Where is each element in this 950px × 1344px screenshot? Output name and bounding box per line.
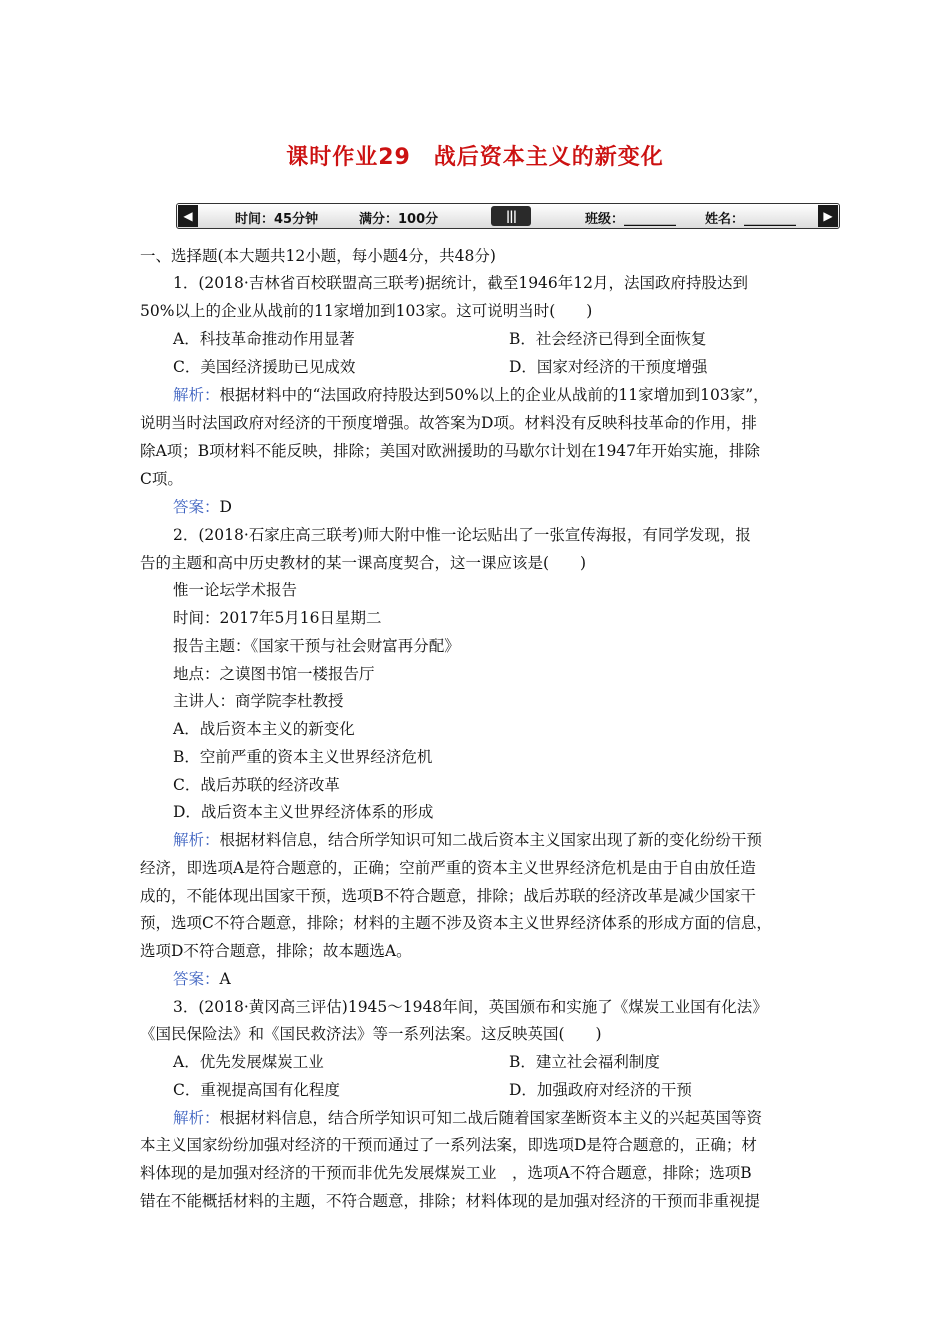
q1-stem-line1: 1．(2018·吉林省百校联盟高三联考)据统计，截至1946年12月，法国政府持股达到 (173, 274, 749, 292)
q3-option-a: A．优先发展煤炭工业 (173, 1053, 324, 1071)
q2-explanation-line5: 选项D不符合题意，排除；故本题选A。 (140, 942, 412, 960)
q2-option-d: D．战后资本主义世界经济体系的形成 (173, 803, 434, 821)
q1-option-b: B．社会经济已得到全面恢复 (509, 330, 707, 348)
q2-option-b: B．空前严重的资本主义世界经济危机 (173, 748, 433, 766)
q3-explanation-line1: 解析：根据材料信息，结合所学知识可知二战后随着国家垄断资本主义的兴起英国等资 (173, 1109, 763, 1127)
q1-answer: 答案：D (173, 498, 232, 516)
q1-explanation-line4: C项。 (140, 470, 183, 488)
class-field: 班级：________ (585, 212, 677, 227)
q2-stem-line2: 告的主题和高中历史教材的某一课高度契合，这一课应该是( ) (140, 554, 587, 572)
q2-poster-line2: 时间：2017年5月16日星期二 (173, 609, 382, 627)
info-bar (176, 203, 840, 229)
q2-explanation-line2: 经济，即选项A是符合题意的，正确；空前严重的资本主义世界经济危机是由于自由放任造 (140, 859, 756, 877)
q2-poster-line4: 地点：之谟图书馆一楼报告厅 (173, 665, 375, 683)
q3-option-c: C．重视提高国有化程度 (173, 1081, 340, 1099)
q2-poster-line5: 主讲人：商学院李杜教授 (173, 692, 344, 710)
q2-poster-line3: 报告主题：《国家干预与社会财富再分配》 (173, 637, 460, 655)
q1-options-cd (173, 357, 840, 377)
q3-option-d: D．加强政府对经济的干预 (509, 1081, 692, 1099)
q3-explanation-line2: 本主义国家纷纷加强对经济的干预而通过了一系列法案，即选项D是符合题意的，正确；材 (140, 1136, 757, 1154)
q1-options-ab (173, 329, 840, 349)
q3-explanation-line4: 错在不能概括材料的主题，不符合题意，排除；材料体现的是加强对经济的干预而非重视提 (140, 1192, 761, 1210)
q1-explanation-line2: 说明当时法国政府对经济的干预度增强。故答案为D项。材料没有反映科技革命的作用，排 (140, 414, 757, 432)
q2-explanation-line3: 成的，不能体现出国家干预，选项B不符合题意，排除；战后苏联的经济改革是减少国家干 (140, 887, 756, 905)
explanation-label: 解析： (173, 831, 220, 849)
explanation-label: 解析： (173, 1109, 220, 1127)
q1-explanation-line1: 解析：根据材料中的“法国政府持股达到50%以上的企业从战前的11家增加到103家”， (173, 386, 769, 404)
q2-explanation-line1: 解析：根据材料信息，结合所学知识可知二战后资本主义国家出现了新的变化纷纷干预 (173, 831, 763, 849)
q3-options-cd (173, 1080, 840, 1100)
q2-stem-line1: 2．(2018·石家庄高三联考)师大附中惟一论坛贴出了一张宣传海报，有同学发现，报 (173, 526, 751, 544)
time-limit: 时间：45分钟 (235, 212, 319, 227)
full-score: 满分：100分 (359, 212, 439, 227)
q3-options-ab (173, 1052, 840, 1072)
q2-explanation-line4: 预，选项C不符合题意，排除；材料的主题不涉及资本主义世界经济体系的形成方面的信息， (140, 914, 772, 932)
q2-answer: 答案：A (173, 970, 231, 988)
q2-option-c: C．战后苏联的经济改革 (173, 776, 340, 794)
q2-poster-line1: 惟一论坛学术报告 (173, 581, 298, 599)
q3-stem-line1: 3．(2018·黄冈高三评估)1945～1948年间，英国颁布和实施了《煤炭工业国有化法》 (173, 998, 768, 1016)
q1-option-c: C．美国经济援助已见成效 (173, 358, 356, 376)
answer-label: 答案： (173, 498, 220, 516)
q3-explanation-line3: 料体现的是加强对经济的干预而非优先发展煤炭工业 ，选项A不符合题意，排除；选项B (140, 1164, 752, 1182)
left-arrow-icon[interactable]: ◀ (178, 205, 198, 227)
answer-label: 答案： (173, 970, 220, 988)
q1-option-a: A．科技革命推动作用显著 (173, 330, 355, 348)
q1-explanation-line3: 除A项；B项材料不能反映，排除；美国对欧洲援助的马歇尔计划在1947年开始实施，排除 (140, 442, 761, 460)
q1-option-d: D．国家对经济的干预度增强 (509, 358, 708, 376)
name-field: 姓名：________ (705, 212, 797, 227)
q3-stem-line2: 《国民保险法》和《国民救济法》等一系列法案。这反映英国( ) (140, 1025, 602, 1043)
q1-stem-line2: 50%以上的企业从战前的11家增加到103家。这可说明当时( ) (140, 302, 593, 320)
grip-icon[interactable]: ||| (491, 206, 531, 226)
page-title: 课时作业29 战后资本主义的新变化 (286, 145, 664, 170)
section-heading: 一、选择题(本大题共12小题，每小题4分，共48分) (140, 247, 496, 265)
q2-option-a: A．战后资本主义的新变化 (173, 720, 355, 738)
explanation-label: 解析： (173, 386, 220, 404)
right-arrow-icon[interactable]: ▶ (818, 205, 838, 227)
q3-option-b: B．建立社会福利制度 (509, 1053, 660, 1071)
